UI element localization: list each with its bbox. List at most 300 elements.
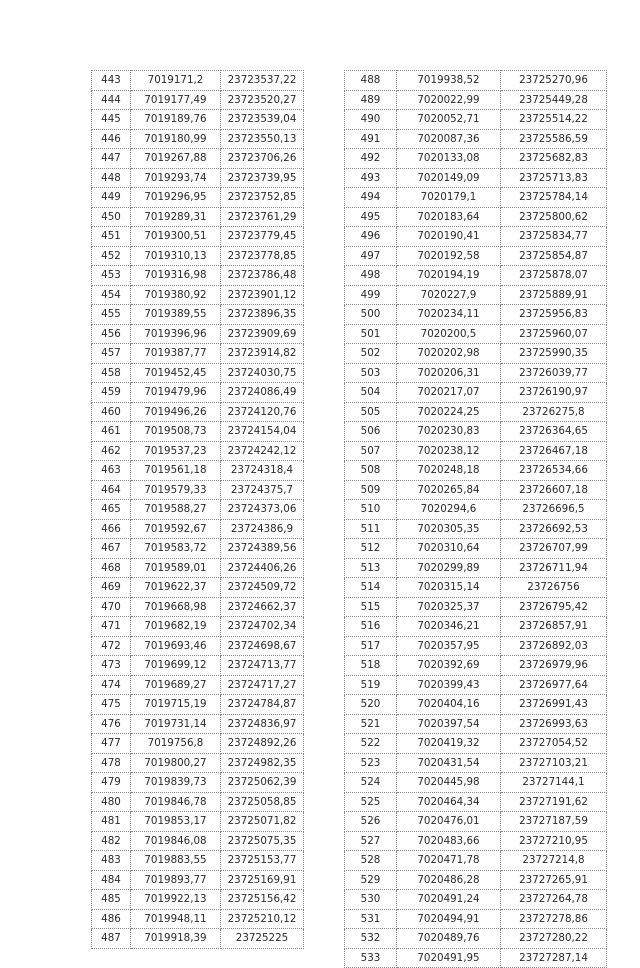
- y-coordinate-cell: 23724389,56: [221, 539, 304, 559]
- x-coordinate-cell: 7019689,27: [131, 675, 221, 695]
- table-row: [92, 461, 304, 481]
- x-coordinate-cell: 7019682,19: [131, 617, 221, 637]
- y-coordinate-cell: 23725075,35: [221, 831, 304, 851]
- point-number-cell: 516: [345, 617, 397, 637]
- x-coordinate-cell: 7019387,77: [131, 344, 221, 364]
- table-row: [92, 422, 304, 442]
- y-coordinate-cell: 23723739,95: [221, 168, 304, 188]
- table-row: [92, 695, 304, 715]
- table-row: [345, 207, 607, 227]
- point-number-cell: 519: [345, 675, 397, 695]
- y-coordinate-cell: 23723914,82: [221, 344, 304, 364]
- x-coordinate-cell: 7019853,17: [131, 812, 221, 832]
- table-row: [92, 285, 304, 305]
- point-number-cell: 503: [345, 363, 397, 383]
- y-coordinate-cell: 23725153,77: [221, 851, 304, 871]
- x-coordinate-cell: 7019537,23: [131, 441, 221, 461]
- table-row: [345, 773, 607, 793]
- table-row: [92, 227, 304, 247]
- x-coordinate-cell: 7019922,13: [131, 890, 221, 910]
- point-number-cell: 453: [92, 266, 131, 286]
- point-number-cell: 496: [345, 227, 397, 247]
- table-row: [92, 519, 304, 539]
- table-row: [345, 129, 607, 149]
- table-row: [345, 227, 607, 247]
- x-coordinate-cell: 7020471,78: [397, 851, 501, 871]
- point-number-cell: 520: [345, 695, 397, 715]
- y-coordinate-cell: 23724662,37: [221, 597, 304, 617]
- point-number-cell: 460: [92, 402, 131, 422]
- y-coordinate-cell: 23723537,22: [221, 71, 304, 91]
- y-coordinate-cell: 23725800,62: [501, 207, 607, 227]
- y-coordinate-cell: 23727210,95: [501, 831, 607, 851]
- table-row: [345, 246, 607, 266]
- table-row: [92, 578, 304, 598]
- x-coordinate-cell: 7020305,35: [397, 519, 501, 539]
- table-row: [345, 539, 607, 559]
- x-coordinate-cell: 7019267,88: [131, 149, 221, 169]
- point-number-cell: 485: [92, 890, 131, 910]
- x-coordinate-cell: 7019389,55: [131, 305, 221, 325]
- point-number-cell: 489: [345, 90, 397, 110]
- x-coordinate-cell: 7019592,67: [131, 519, 221, 539]
- x-coordinate-cell: 7020248,18: [397, 461, 501, 481]
- x-coordinate-cell: 7020133,08: [397, 149, 501, 169]
- x-coordinate-cell: 7019177,49: [131, 90, 221, 110]
- y-coordinate-cell: 23725270,96: [501, 71, 607, 91]
- point-number-cell: 517: [345, 636, 397, 656]
- x-coordinate-cell: 7020491,24: [397, 890, 501, 910]
- y-coordinate-cell: 23725225: [221, 929, 304, 949]
- x-coordinate-cell: 7019622,37: [131, 578, 221, 598]
- x-coordinate-cell: 7019846,78: [131, 792, 221, 812]
- point-number-cell: 480: [92, 792, 131, 812]
- x-coordinate-cell: 7020491,95: [397, 948, 501, 968]
- table-row: [92, 831, 304, 851]
- point-number-cell: 531: [345, 909, 397, 929]
- table-row: [92, 168, 304, 188]
- y-coordinate-cell: 23725449,28: [501, 90, 607, 110]
- table-row: [92, 500, 304, 520]
- x-coordinate-cell: 7020404,16: [397, 695, 501, 715]
- x-coordinate-cell: 7020190,41: [397, 227, 501, 247]
- x-coordinate-cell: 7019948,11: [131, 909, 221, 929]
- table-row: [345, 500, 607, 520]
- x-coordinate-cell: 7020149,09: [397, 168, 501, 188]
- table-row: [92, 851, 304, 871]
- x-coordinate-cell: 7020325,37: [397, 597, 501, 617]
- y-coordinate-cell: 23725062,39: [221, 773, 304, 793]
- y-coordinate-cell: 23725960,07: [501, 324, 607, 344]
- point-number-cell: 490: [345, 110, 397, 130]
- table-row: [92, 773, 304, 793]
- x-coordinate-cell: 7019310,13: [131, 246, 221, 266]
- y-coordinate-cell: 23726696,5: [501, 500, 607, 520]
- y-coordinate-cell: 23726756: [501, 578, 607, 598]
- y-coordinate-cell: 23723550,13: [221, 129, 304, 149]
- x-coordinate-cell: 7020476,01: [397, 812, 501, 832]
- x-coordinate-cell: 7019380,92: [131, 285, 221, 305]
- x-coordinate-cell: 7020206,31: [397, 363, 501, 383]
- table-row: [345, 597, 607, 617]
- table-row: [92, 344, 304, 364]
- x-coordinate-cell: 7020419,32: [397, 734, 501, 754]
- y-coordinate-cell: 23726190,97: [501, 383, 607, 403]
- table-row: [92, 753, 304, 773]
- point-number-cell: 459: [92, 383, 131, 403]
- y-coordinate-cell: 23724509,72: [221, 578, 304, 598]
- point-number-cell: 472: [92, 636, 131, 656]
- x-coordinate-cell: 7020194,19: [397, 266, 501, 286]
- y-coordinate-cell: 23726534,66: [501, 461, 607, 481]
- table-row: [345, 422, 607, 442]
- y-coordinate-cell: 23725682,83: [501, 149, 607, 169]
- y-coordinate-cell: 23727144,1: [501, 773, 607, 793]
- point-number-cell: 494: [345, 188, 397, 208]
- table-row: [345, 656, 607, 676]
- table-row: [345, 948, 607, 968]
- point-number-cell: 524: [345, 773, 397, 793]
- point-number-cell: 499: [345, 285, 397, 305]
- table-row: [345, 792, 607, 812]
- y-coordinate-cell: 23724242,12: [221, 441, 304, 461]
- point-number-cell: 473: [92, 656, 131, 676]
- x-coordinate-cell: 7020224,25: [397, 402, 501, 422]
- y-coordinate-cell: 23723786,48: [221, 266, 304, 286]
- x-coordinate-cell: 7019508,73: [131, 422, 221, 442]
- x-coordinate-cell: 7020494,91: [397, 909, 501, 929]
- point-number-cell: 528: [345, 851, 397, 871]
- table-row: [345, 636, 607, 656]
- point-number-cell: 532: [345, 929, 397, 949]
- point-number-cell: 515: [345, 597, 397, 617]
- point-number-cell: 498: [345, 266, 397, 286]
- y-coordinate-cell: 23724702,34: [221, 617, 304, 637]
- table-row: [345, 714, 607, 734]
- y-coordinate-cell: 23725586,59: [501, 129, 607, 149]
- x-coordinate-cell: 7020217,07: [397, 383, 501, 403]
- table-row: [92, 266, 304, 286]
- table-row: [92, 441, 304, 461]
- table-row: [92, 324, 304, 344]
- point-number-cell: 491: [345, 129, 397, 149]
- point-number-cell: 484: [92, 870, 131, 890]
- y-coordinate-cell: 23724784,87: [221, 695, 304, 715]
- point-number-cell: 445: [92, 110, 131, 130]
- y-coordinate-cell: 23723520,27: [221, 90, 304, 110]
- point-number-cell: 509: [345, 480, 397, 500]
- table-row: [345, 90, 607, 110]
- table-row: [92, 363, 304, 383]
- table-row: [345, 344, 607, 364]
- table-row: [92, 714, 304, 734]
- y-coordinate-cell: 23724373,06: [221, 500, 304, 520]
- point-number-cell: 477: [92, 734, 131, 754]
- x-coordinate-cell: 7019316,98: [131, 266, 221, 286]
- point-number-cell: 463: [92, 461, 131, 481]
- x-coordinate-cell: 7019300,51: [131, 227, 221, 247]
- point-number-cell: 493: [345, 168, 397, 188]
- y-coordinate-cell: 23726467,18: [501, 441, 607, 461]
- table-row: [92, 597, 304, 617]
- y-coordinate-cell: 23723896,35: [221, 305, 304, 325]
- x-coordinate-cell: 7020445,98: [397, 773, 501, 793]
- x-coordinate-cell: 7019693,46: [131, 636, 221, 656]
- table-row: [92, 870, 304, 890]
- point-number-cell: 461: [92, 422, 131, 442]
- x-coordinate-cell: 7019583,72: [131, 539, 221, 559]
- y-coordinate-cell: 23727278,86: [501, 909, 607, 929]
- point-number-cell: 506: [345, 422, 397, 442]
- x-coordinate-cell: 7019479,96: [131, 383, 221, 403]
- y-coordinate-cell: 23726979,96: [501, 656, 607, 676]
- table-row: [92, 383, 304, 403]
- point-number-cell: 456: [92, 324, 131, 344]
- y-coordinate-cell: 23726692,53: [501, 519, 607, 539]
- table-row: [345, 519, 607, 539]
- y-coordinate-cell: 23725071,82: [221, 812, 304, 832]
- y-coordinate-cell: 23725514,22: [501, 110, 607, 130]
- x-coordinate-cell: 7019938,52: [397, 71, 501, 91]
- point-number-cell: 482: [92, 831, 131, 851]
- x-coordinate-cell: 7020489,76: [397, 929, 501, 949]
- y-coordinate-cell: 23727054,52: [501, 734, 607, 754]
- point-number-cell: 478: [92, 753, 131, 773]
- y-coordinate-cell: 23723779,45: [221, 227, 304, 247]
- y-coordinate-cell: 23727191,62: [501, 792, 607, 812]
- x-coordinate-cell: 7019668,98: [131, 597, 221, 617]
- table-row: [345, 188, 607, 208]
- table-row: [92, 402, 304, 422]
- table-row: [345, 578, 607, 598]
- point-number-cell: 527: [345, 831, 397, 851]
- y-coordinate-cell: 23725878,07: [501, 266, 607, 286]
- table-row: [345, 110, 607, 130]
- x-coordinate-cell: 7019715,19: [131, 695, 221, 715]
- table-row: [92, 539, 304, 559]
- x-coordinate-cell: 7019396,96: [131, 324, 221, 344]
- y-coordinate-cell: 23725156,42: [221, 890, 304, 910]
- table-row: [92, 246, 304, 266]
- x-coordinate-cell: 7019588,27: [131, 500, 221, 520]
- x-coordinate-cell: 7020179,1: [397, 188, 501, 208]
- y-coordinate-cell: 23724375,7: [221, 480, 304, 500]
- x-coordinate-cell: 7020238,12: [397, 441, 501, 461]
- y-coordinate-cell: 23726795,42: [501, 597, 607, 617]
- x-coordinate-cell: 7019496,26: [131, 402, 221, 422]
- x-coordinate-cell: 7020230,83: [397, 422, 501, 442]
- y-coordinate-cell: 23725058,85: [221, 792, 304, 812]
- x-coordinate-cell: 7020392,69: [397, 656, 501, 676]
- point-number-cell: 521: [345, 714, 397, 734]
- y-coordinate-cell: 23724030,75: [221, 363, 304, 383]
- x-coordinate-cell: 7019561,18: [131, 461, 221, 481]
- x-coordinate-cell: 7020399,43: [397, 675, 501, 695]
- point-number-cell: 511: [345, 519, 397, 539]
- y-coordinate-cell: 23727187,59: [501, 812, 607, 832]
- x-coordinate-cell: 7019189,76: [131, 110, 221, 130]
- x-coordinate-cell: 7020397,54: [397, 714, 501, 734]
- y-coordinate-cell: 23723909,69: [221, 324, 304, 344]
- table-row: [345, 383, 607, 403]
- table-row: [345, 617, 607, 637]
- x-coordinate-cell: 7020265,84: [397, 480, 501, 500]
- x-coordinate-cell: 7019296,95: [131, 188, 221, 208]
- point-number-cell: 448: [92, 168, 131, 188]
- table-row: [92, 890, 304, 910]
- x-coordinate-cell: 7020183,64: [397, 207, 501, 227]
- x-coordinate-cell: 7019918,39: [131, 929, 221, 949]
- table-row: [92, 636, 304, 656]
- x-coordinate-cell: 7019883,55: [131, 851, 221, 871]
- y-coordinate-cell: 23724892,26: [221, 734, 304, 754]
- table-row: [345, 558, 607, 578]
- point-number-cell: 508: [345, 461, 397, 481]
- point-number-cell: 465: [92, 500, 131, 520]
- table-row: [345, 890, 607, 910]
- table-row: [345, 149, 607, 169]
- table-row: [345, 695, 607, 715]
- y-coordinate-cell: 23726892,03: [501, 636, 607, 656]
- x-coordinate-cell: 7020431,54: [397, 753, 501, 773]
- point-number-cell: 510: [345, 500, 397, 520]
- y-coordinate-cell: 23727264,78: [501, 890, 607, 910]
- y-coordinate-cell: 23725854,87: [501, 246, 607, 266]
- point-number-cell: 475: [92, 695, 131, 715]
- y-coordinate-cell: 23723706,26: [221, 149, 304, 169]
- point-number-cell: 492: [345, 149, 397, 169]
- y-coordinate-cell: 23725169,91: [221, 870, 304, 890]
- table-row: [345, 675, 607, 695]
- y-coordinate-cell: 23726857,91: [501, 617, 607, 637]
- x-coordinate-cell: 7020486,28: [397, 870, 501, 890]
- x-coordinate-cell: 7019800,27: [131, 753, 221, 773]
- table-row: [345, 285, 607, 305]
- table-row: [92, 188, 304, 208]
- y-coordinate-cell: 23726364,65: [501, 422, 607, 442]
- y-coordinate-cell: 23725889,91: [501, 285, 607, 305]
- table-row: [345, 929, 607, 949]
- table-row: [345, 71, 607, 91]
- table-row: [345, 753, 607, 773]
- y-coordinate-cell: 23727265,91: [501, 870, 607, 890]
- point-number-cell: 446: [92, 129, 131, 149]
- point-number-cell: 481: [92, 812, 131, 832]
- table-row: [345, 480, 607, 500]
- point-number-cell: 525: [345, 792, 397, 812]
- y-coordinate-cell: 23724386,9: [221, 519, 304, 539]
- y-coordinate-cell: 23725956,83: [501, 305, 607, 325]
- table-row: [345, 168, 607, 188]
- y-coordinate-cell: 23726711,94: [501, 558, 607, 578]
- y-coordinate-cell: 23724120,76: [221, 402, 304, 422]
- x-coordinate-cell: 7020234,11: [397, 305, 501, 325]
- table-row: [92, 558, 304, 578]
- x-coordinate-cell: 7019756,8: [131, 734, 221, 754]
- table-row: [345, 461, 607, 481]
- y-coordinate-cell: 23724982,35: [221, 753, 304, 773]
- point-number-cell: 468: [92, 558, 131, 578]
- table-row: [345, 266, 607, 286]
- y-coordinate-cell: 23727280,22: [501, 929, 607, 949]
- y-coordinate-cell: 23727103,21: [501, 753, 607, 773]
- table-row: [345, 402, 607, 422]
- point-number-cell: 486: [92, 909, 131, 929]
- table-row: [92, 207, 304, 227]
- point-number-cell: 479: [92, 773, 131, 793]
- point-number-cell: 487: [92, 929, 131, 949]
- table-row: [92, 129, 304, 149]
- x-coordinate-cell: 7019846,08: [131, 831, 221, 851]
- point-number-cell: 447: [92, 149, 131, 169]
- point-number-cell: 488: [345, 71, 397, 91]
- point-number-cell: 451: [92, 227, 131, 247]
- y-coordinate-cell: 23723778,85: [221, 246, 304, 266]
- x-coordinate-cell: 7019293,74: [131, 168, 221, 188]
- table-row: [345, 734, 607, 754]
- point-number-cell: 454: [92, 285, 131, 305]
- y-coordinate-cell: 23727214,8: [501, 851, 607, 871]
- point-number-cell: 449: [92, 188, 131, 208]
- table-row: [92, 792, 304, 812]
- y-coordinate-cell: 23724154,04: [221, 422, 304, 442]
- coordinates-table-right: [344, 70, 607, 968]
- point-number-cell: 502: [345, 344, 397, 364]
- y-coordinate-cell: 23726039,77: [501, 363, 607, 383]
- point-number-cell: 504: [345, 383, 397, 403]
- y-coordinate-cell: 23723752,85: [221, 188, 304, 208]
- y-coordinate-cell: 23723539,04: [221, 110, 304, 130]
- table-row: [92, 675, 304, 695]
- x-coordinate-cell: 7019171,2: [131, 71, 221, 91]
- point-number-cell: 505: [345, 402, 397, 422]
- x-coordinate-cell: 7020052,71: [397, 110, 501, 130]
- y-coordinate-cell: 23724713,77: [221, 656, 304, 676]
- point-number-cell: 512: [345, 539, 397, 559]
- point-number-cell: 500: [345, 305, 397, 325]
- point-number-cell: 450: [92, 207, 131, 227]
- point-number-cell: 458: [92, 363, 131, 383]
- point-number-cell: 533: [345, 948, 397, 968]
- point-number-cell: 523: [345, 753, 397, 773]
- point-number-cell: 522: [345, 734, 397, 754]
- x-coordinate-cell: 7020200,5: [397, 324, 501, 344]
- point-number-cell: 529: [345, 870, 397, 890]
- point-number-cell: 476: [92, 714, 131, 734]
- y-coordinate-cell: 23725784,14: [501, 188, 607, 208]
- x-coordinate-cell: 7019289,31: [131, 207, 221, 227]
- point-number-cell: 514: [345, 578, 397, 598]
- y-coordinate-cell: 23726275,8: [501, 402, 607, 422]
- table-row: [92, 480, 304, 500]
- point-number-cell: 444: [92, 90, 131, 110]
- x-coordinate-cell: 7020192,58: [397, 246, 501, 266]
- y-coordinate-cell: 23724836,97: [221, 714, 304, 734]
- coordinates-table-left: [91, 70, 304, 949]
- point-number-cell: 452: [92, 246, 131, 266]
- y-coordinate-cell: 23726991,43: [501, 695, 607, 715]
- point-number-cell: 507: [345, 441, 397, 461]
- table-row: [345, 363, 607, 383]
- x-coordinate-cell: 7020315,14: [397, 578, 501, 598]
- table-row: [345, 831, 607, 851]
- y-coordinate-cell: 23726707,99: [501, 539, 607, 559]
- table-row: [345, 870, 607, 890]
- point-number-cell: 466: [92, 519, 131, 539]
- point-number-cell: 469: [92, 578, 131, 598]
- point-number-cell: 467: [92, 539, 131, 559]
- point-number-cell: 518: [345, 656, 397, 676]
